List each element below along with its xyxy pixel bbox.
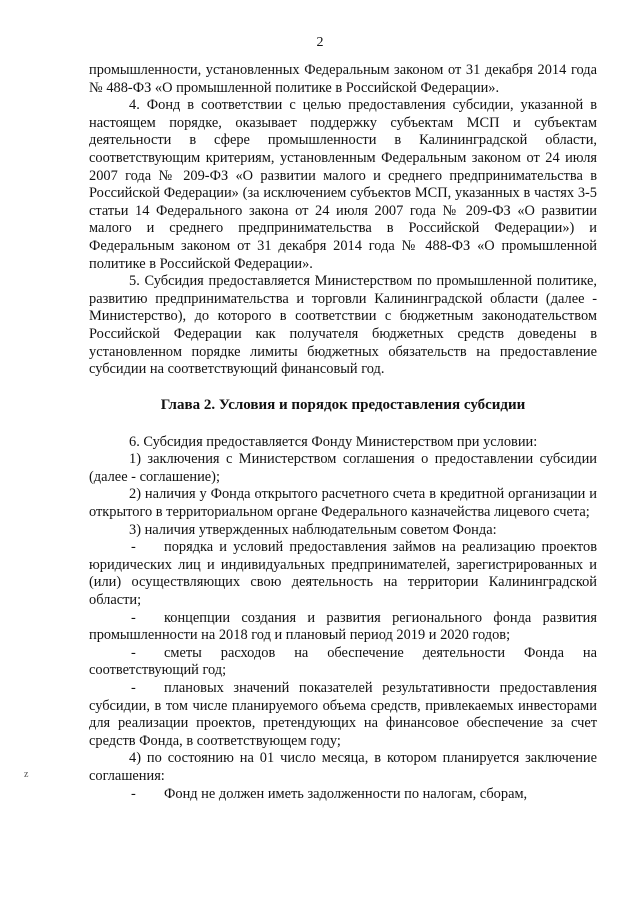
dash-item-concept	[89, 610, 597, 645]
condition-4: 4) по состоянию на 01 число месяца, в котором планируется заключение соглашения:	[89, 750, 597, 784]
list-dash: -	[131, 644, 136, 661]
margin-mark: z	[24, 769, 29, 780]
document-body	[89, 62, 597, 803]
list-dash: -	[131, 785, 136, 802]
chapter-heading: Глава 2. Условия и порядок предоставления субсидии	[160, 396, 526, 413]
list-dash: -	[131, 539, 136, 556]
condition-1: 1) заключения с Министерством соглашения о предоставлении субсидии (далее - соглашение);	[89, 451, 597, 485]
paragraph-continuation: промышленности, установленных Федеральным законом от 31 декабря 2014 года № 488-ФЗ «О промышленной политике в Российской Федерации».	[89, 62, 597, 96]
dash-item-taxes	[89, 786, 597, 804]
dash-item-text: порядка и условий предоставления займов на реализацию проектов юридических лиц и индивидуальных предпринимателей, зарегистрированных и (или) осуществляющих свою деятельность на территории Калининградской области;	[89, 539, 597, 609]
dash-item-text: концепции создания и развития регионального фонда развития промышленности на 2018 год и плановый период 2019 и 2020 годов;	[89, 609, 597, 644]
dash-item-text: Фонд не должен иметь задолженности по налогам, сборам,	[164, 785, 528, 802]
dash-item-indicators	[89, 680, 597, 750]
list-dash: -	[131, 680, 136, 696]
list-dash: -	[131, 609, 136, 626]
dash-item-text: плановых значений показателей результативности предоставления субсидии, в том числе планируемого объема средств, привлекаемых инвесторами для реализации проектов, претендующих на финансовое обеспечение за счет средств Фонда, в соответствующем году;	[89, 680, 597, 749]
paragraph-4: 4. Фонд в соответствии с целью предоставления субсидии, указанной в настоящем порядке, оказывает поддержку субъектам МСП и субъектам деятельности в сфере промышленности в Калининградской области, соответствующим критериям, установленным Федеральным законом от 24 июля 2007 года № 209-ФЗ «О развитии малого и среднего предпринимательства в Российской Федерации» (за исключением субъектов МСП, указанных в частях 3-5 статьи 14 Федерального закона от 24 июля 2007 года № 209-ФЗ «О развитии малого и среднего предпринимательства в Российской Федерации») и Федеральным законом от 31 декабря 2014 года № 488-ФЗ «О промышленной политике в Российской Федерации».	[89, 97, 597, 272]
condition-2: 2) наличия у Фонда открытого расчетного счета в кредитной организации и открытого в территориальном органе Федерального казначейства лицевого счета;	[89, 486, 597, 521]
paragraph-6: 6. Субсидия предоставляется Фонду Министерством при условии:	[129, 433, 538, 450]
dash-item-estimate	[89, 645, 597, 680]
page-number: 2	[316, 35, 324, 50]
condition-3: 3) наличия утвержденных наблюдательным советом Фонда:	[129, 521, 497, 538]
paragraph-5: 5. Субсидия предоставляется Министерством по промышленной политике, развитию предпринимательства и торговли Калининградской области (далее - Министерство), до которого в соответствии с бюджетным законодательством Российской Федерации как получателя бюджетных средств доведены в установленном порядке лимиты бюджетных обязательств на предоставление субсидии на соответствующий финансовый год.	[89, 273, 597, 378]
dash-item-loans	[89, 539, 597, 609]
dash-item-text: сметы расходов на обеспечение деятельности Фонда на соответствующий год;	[89, 644, 597, 679]
